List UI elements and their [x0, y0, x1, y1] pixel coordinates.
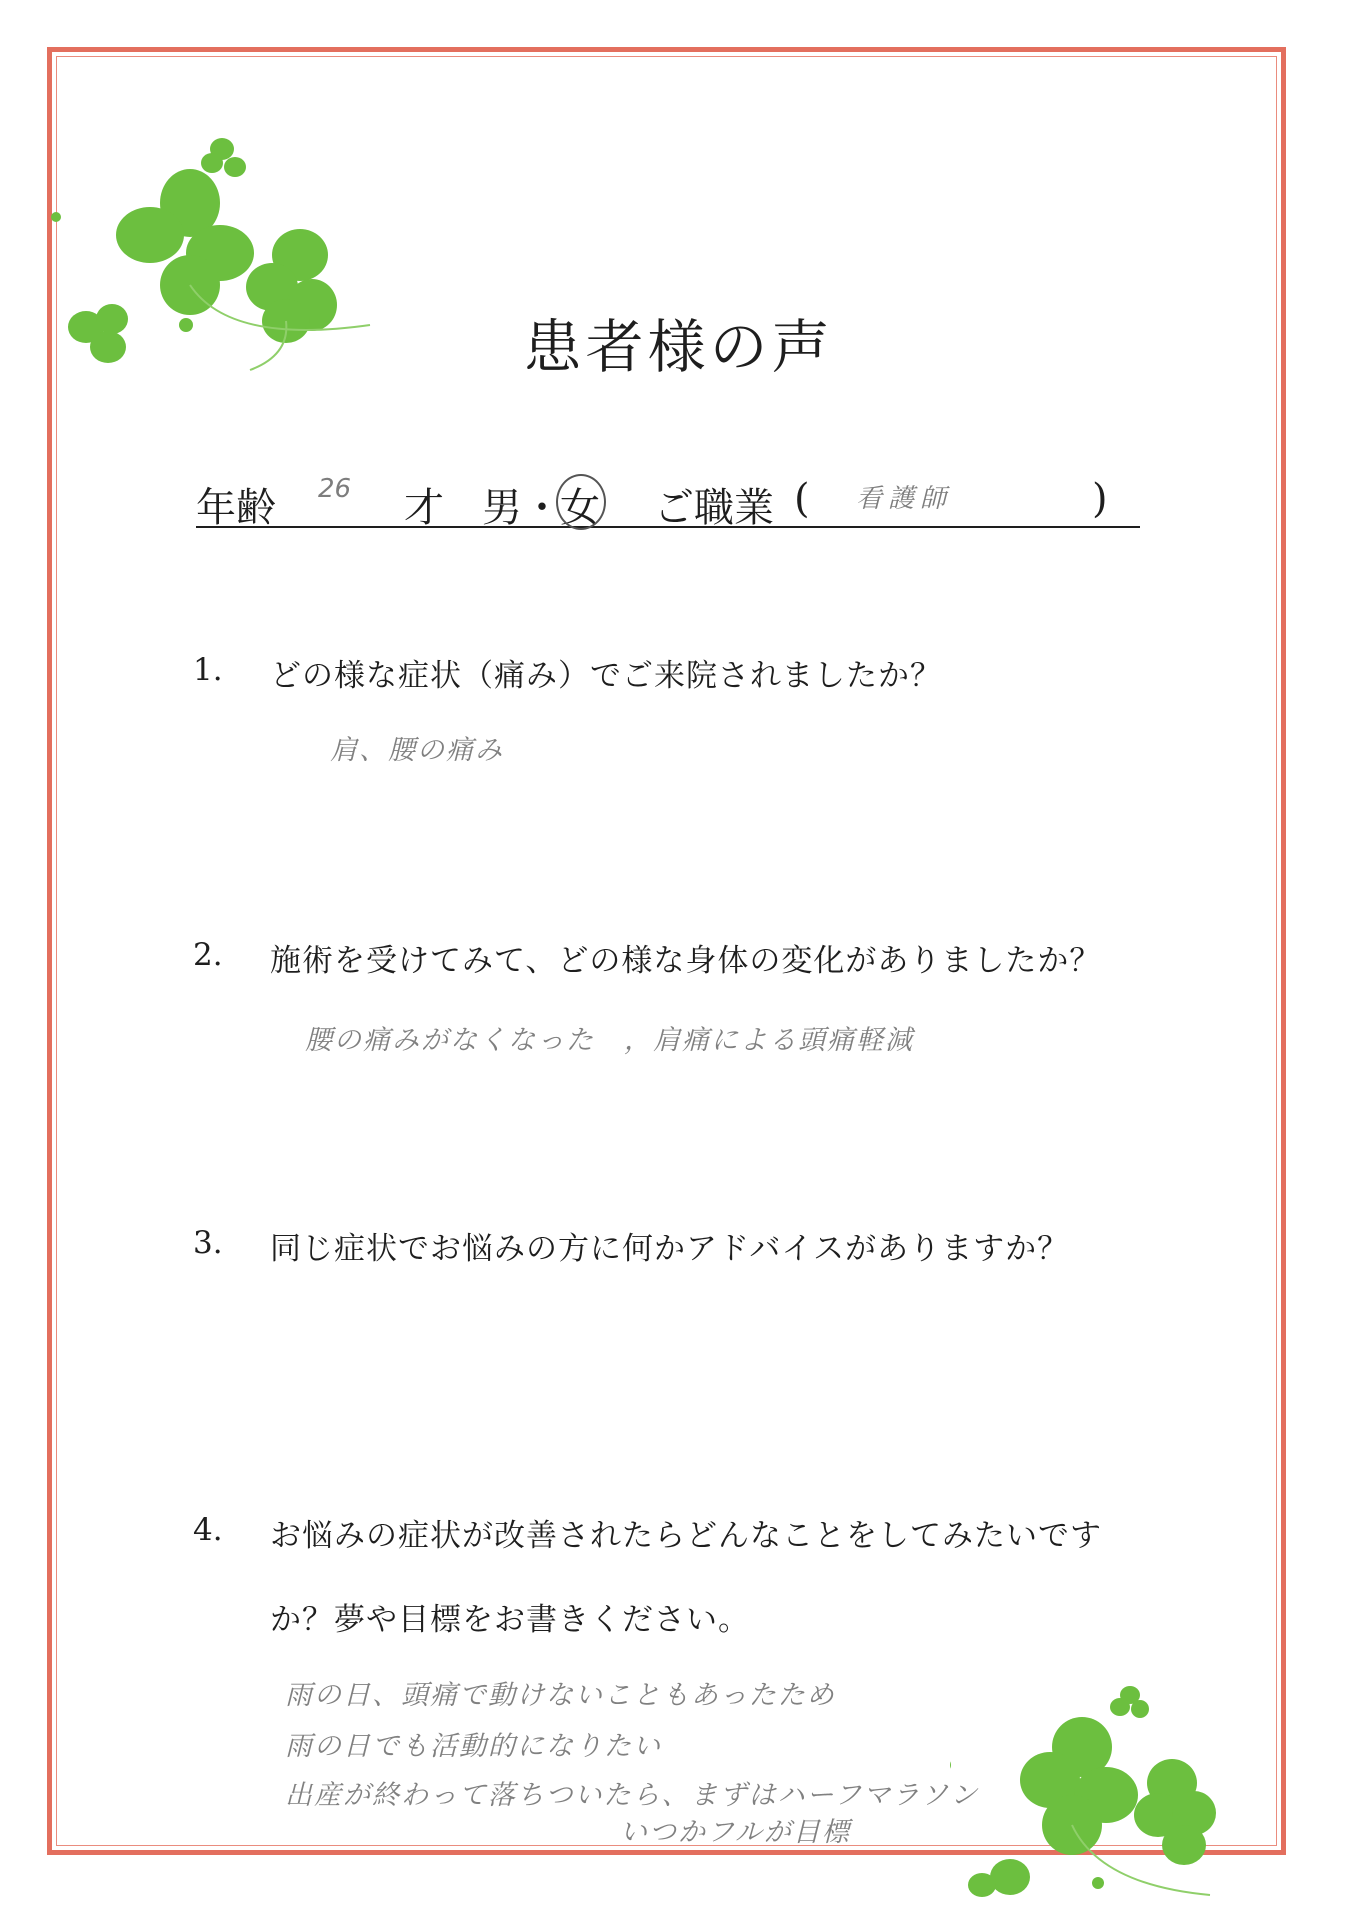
age-unit: 才: [404, 485, 444, 531]
question-1-text: どの様な症状（痛み）でご来院されましたか？: [270, 658, 942, 694]
gender-selection-circle: [556, 474, 606, 530]
question-4-number: 4.: [193, 1512, 223, 1548]
question-4-text-line2: か？夢や目標をお書きください。: [270, 1602, 750, 1638]
question-4-text-line1: お悩みの症状が改善されたらどんなことをしてみたいです: [270, 1518, 1102, 1554]
page-title: 患者様の声: [523, 313, 834, 381]
question-2-number: 2.: [193, 937, 223, 973]
occupation-paren-close: ): [1092, 476, 1108, 522]
occupation-value: 看護師: [856, 484, 953, 514]
question-3-text: 同じ症状でお悩みの方に何かアドバイスがありますか？: [270, 1231, 1070, 1267]
profile-row: [196, 474, 1140, 531]
clover-bottom-right-decoration: [950, 1685, 1280, 1915]
question-4-answer-line3: 出産が終わって落ちついたら、まずはハーフマラソン: [285, 1780, 980, 1811]
gender-female: 女: [560, 485, 600, 531]
question-2-answer: 腰の痛みがなくなった ，肩痛による頭痛軽減: [305, 1025, 914, 1056]
occupation-label: ご職業: [654, 485, 774, 531]
age-value: 26: [318, 474, 352, 504]
occupation-paren-open: (: [794, 476, 810, 522]
age-label: 年齢: [196, 485, 276, 531]
question-2-text: 施術を受けてみて、どの様な身体の変化がありましたか？: [270, 943, 1102, 979]
gender-separator: ・: [522, 485, 562, 531]
question-1-answer: 肩、腰の痛み: [330, 735, 504, 766]
gender-male: 男: [482, 485, 522, 531]
question-4-answer-line2: 雨の日でも活動的になりたい: [285, 1731, 662, 1762]
question-4-answer-line1: 雨の日、頭痛で動けないこともあったため: [285, 1680, 836, 1711]
question-1-number: 1.: [193, 652, 223, 688]
question-4-answer-line4: いつかフルが目標: [620, 1817, 851, 1848]
question-3-number: 3.: [193, 1225, 223, 1261]
